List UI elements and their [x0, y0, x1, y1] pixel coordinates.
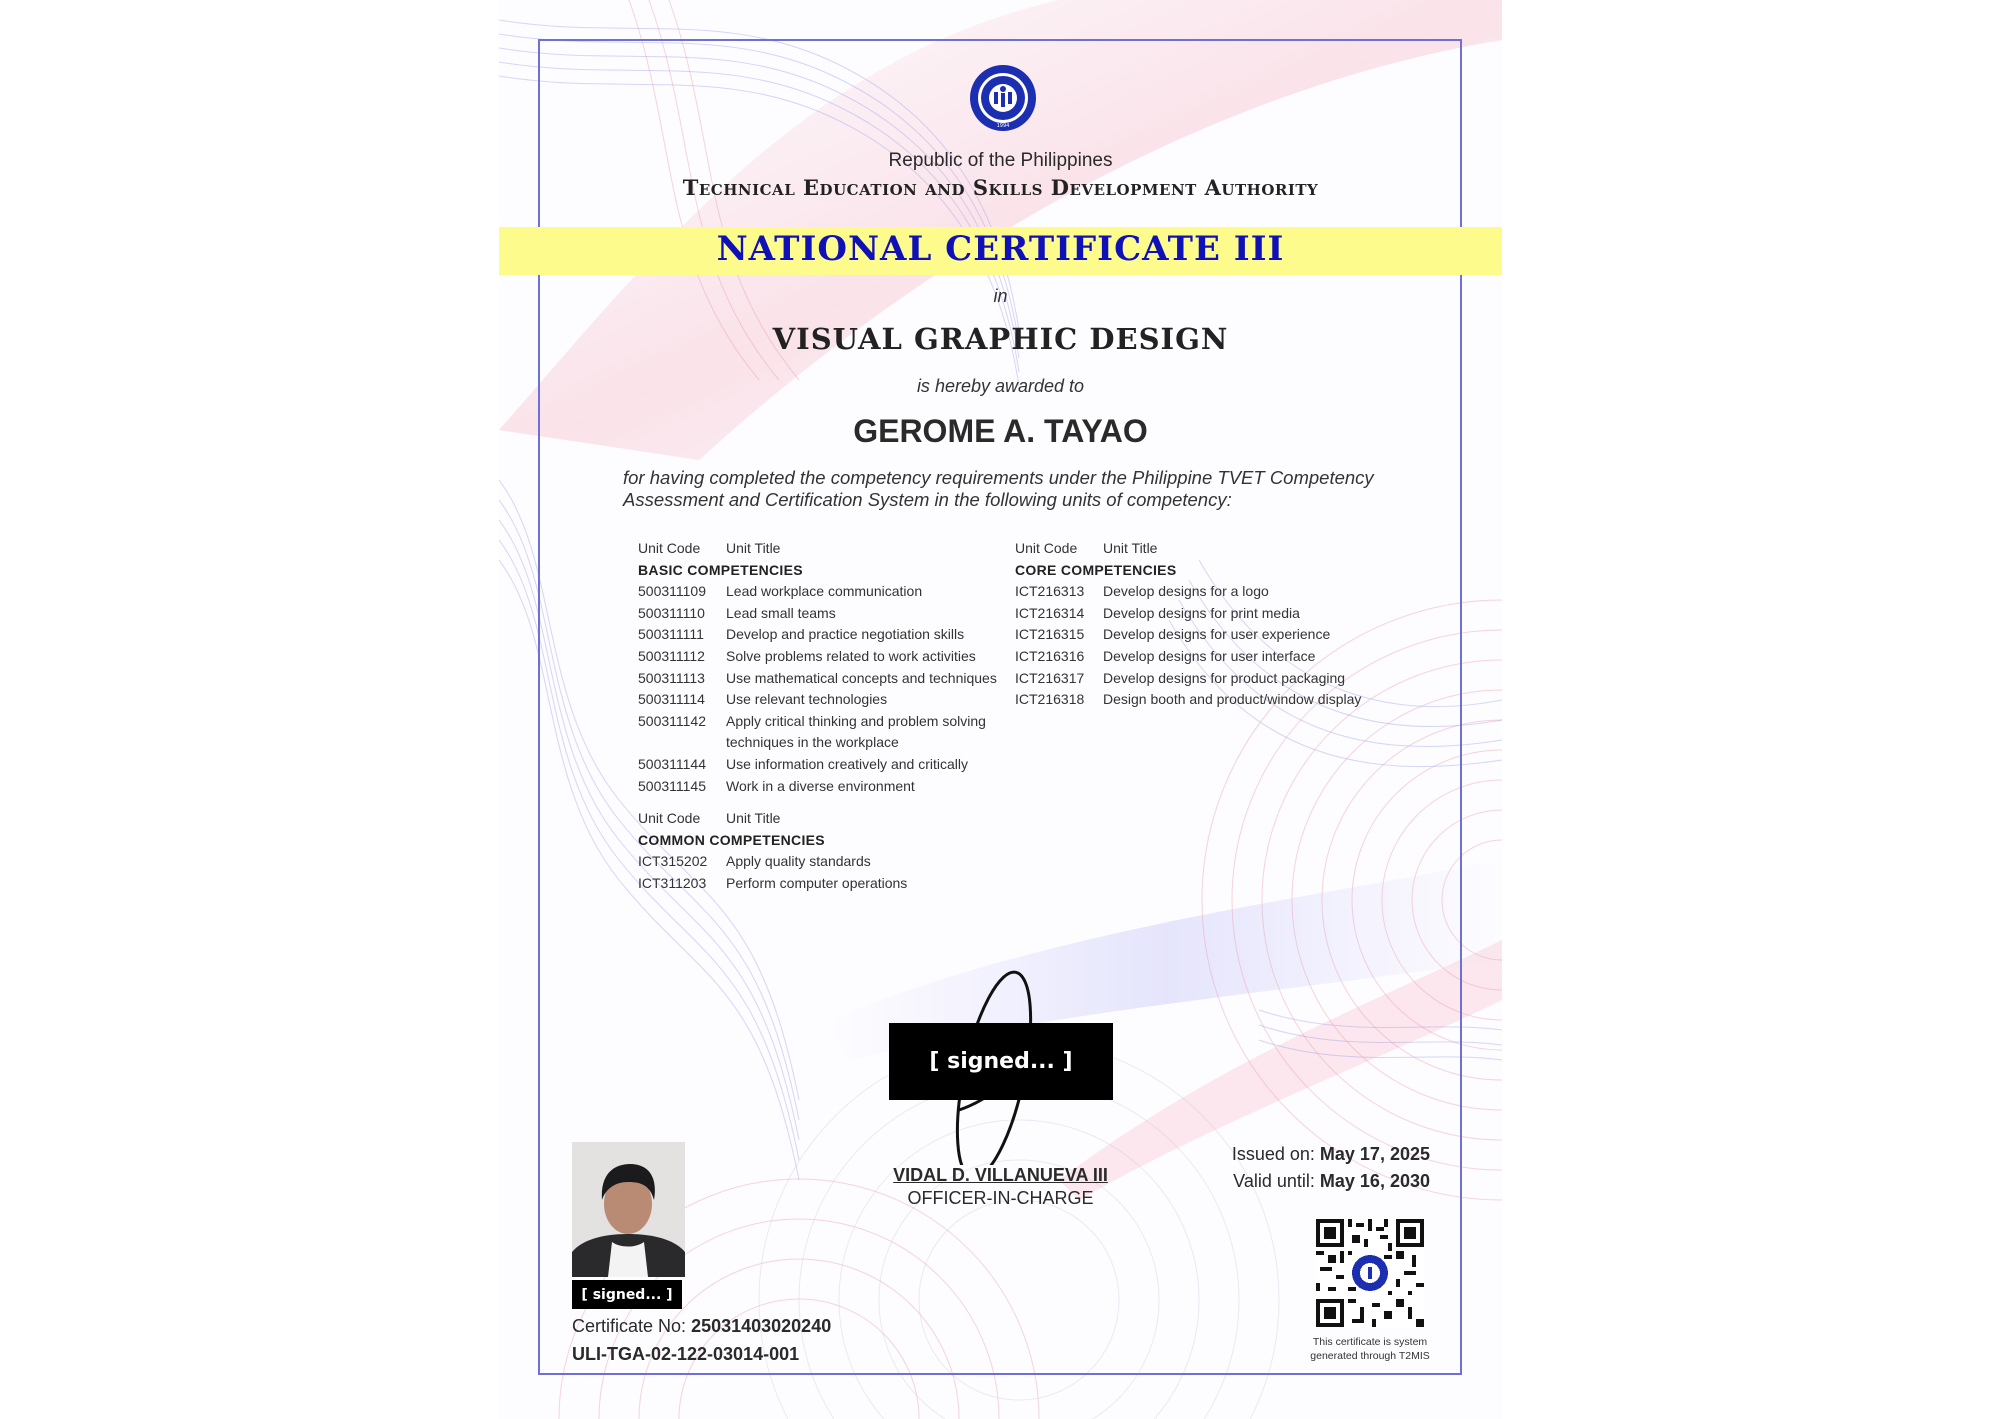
certificate-number: [572, 1316, 831, 1337]
valid-label: Valid until:: [1233, 1171, 1315, 1191]
unit-row: [638, 754, 1038, 776]
unit-code: 500311111: [638, 626, 704, 643]
unit-code: 500311142: [638, 712, 706, 729]
unit-row: [1015, 581, 1415, 603]
unit-code: ICT216315: [1015, 626, 1085, 643]
unit-title: Solve problems related to work activities: [726, 647, 976, 664]
unit-code: ICT216318: [1015, 691, 1085, 708]
signatory-name: VIDAL D. VILLANUEVA III: [893, 1165, 1108, 1185]
category-label: CORE COMPETENCIES: [1015, 561, 1177, 578]
qualification-title: VISUAL GRAPHIC DESIGN: [772, 322, 1229, 356]
unit-row: [638, 603, 1038, 625]
core-competencies: [1015, 538, 1415, 711]
unit-title: Lead small teams: [726, 604, 836, 621]
unit-row: [638, 624, 1038, 646]
unit-title: Perform computer operations: [726, 874, 908, 891]
unit-title: Design booth and product/window display: [1103, 691, 1362, 708]
valid-until: [1232, 1168, 1430, 1195]
unit-row: [638, 646, 1038, 668]
unit-title: Use information creatively and critically: [726, 755, 968, 772]
in-label: in: [993, 286, 1008, 306]
unit-row: [1015, 624, 1415, 646]
uli-number: ULI-TGA-02-122-03014-001: [572, 1344, 800, 1364]
column-header: [1015, 538, 1415, 560]
unit-code: ICT315202: [638, 853, 708, 870]
unit-row: [638, 711, 1038, 754]
unit-code: 500311110: [638, 604, 705, 621]
unit-code-header: Unit Code: [1015, 540, 1078, 556]
certificate-number-label: Certificate No:: [572, 1316, 687, 1336]
certificate-title: NATIONAL CERTIFICATE III: [716, 229, 1285, 269]
republic-label: Republic of the Philippines: [888, 150, 1113, 171]
unit-row: [638, 581, 1038, 603]
tesda-seal-icon: [969, 64, 1037, 132]
awardee-name: GEROME A. TAYAO: [853, 413, 1148, 449]
unit-row: [638, 668, 1038, 690]
column-header: [638, 538, 1038, 560]
unit-code: 500311145: [638, 777, 706, 794]
unit-row: [1015, 668, 1415, 690]
holder-photo: [572, 1142, 685, 1277]
issued-date: May 17, 2025: [1319, 1144, 1430, 1164]
unit-title: Develop designs for product packaging: [1103, 669, 1346, 686]
system-generated-note: This certificate is system generated through T2MIS: [1310, 1336, 1430, 1362]
unit-row: [638, 776, 1038, 798]
basic-competencies: [638, 538, 1038, 797]
category-label: COMMON COMPETENCIES: [638, 831, 825, 848]
category-label: BASIC COMPETENCIES: [638, 561, 803, 578]
unit-row: [1015, 689, 1415, 711]
column-header: [638, 808, 1038, 830]
validity-dates: [1232, 1141, 1430, 1195]
unit-title: Develop designs for a logo: [1103, 583, 1269, 600]
unit-title: Apply quality standards: [726, 853, 871, 870]
person-photo-icon: [572, 1142, 685, 1277]
unit-title: Lead workplace communication: [726, 583, 923, 600]
valid-date: May 16, 2030: [1319, 1171, 1430, 1191]
unit-title: Use relevant technologies: [726, 691, 888, 708]
unit-code-header: Unit Code: [638, 810, 701, 826]
completion-statement: for having completed the competency requirements under the Philippine TVET Competency Assessment and Certification System in the following units of competency:: [623, 467, 1374, 510]
unit-row: [638, 873, 1038, 895]
holder-signature-redaction: [ signed... ]: [572, 1280, 682, 1309]
unit-title-header: Unit Title: [726, 540, 781, 556]
unit-title: Develop designs for user experience: [1103, 626, 1331, 643]
unit-row: [638, 851, 1038, 873]
unit-title: Work in a diverse environment: [726, 777, 915, 794]
unit-row: [638, 689, 1038, 711]
unit-title: Develop designs for print media: [1103, 604, 1300, 621]
unit-code: ICT216317: [1015, 669, 1085, 686]
common-competencies: [638, 808, 1038, 894]
signatory-role: OFFICER-IN-CHARGE: [907, 1188, 1094, 1208]
unit-row: [1015, 646, 1415, 668]
unit-code: ICT216313: [1015, 583, 1085, 600]
unit-title: Apply critical thinking and problem solving techniques in the workplace: [726, 712, 986, 751]
issued-on: [1232, 1141, 1430, 1168]
agency-name: Technical Education and Skills Development Authority: [682, 175, 1319, 200]
unit-title: Use mathematical concepts and techniques: [726, 669, 997, 686]
unit-code-header: Unit Code: [638, 540, 701, 556]
unit-title: Develop designs for user interface: [1103, 647, 1316, 664]
unit-title-header: Unit Title: [1103, 540, 1158, 556]
unit-code: 500311144: [638, 755, 706, 772]
unit-code: ICT311203: [638, 874, 707, 891]
issued-label: Issued on:: [1231, 1144, 1315, 1164]
certificate-number-value: 25031403020240: [691, 1316, 832, 1336]
unit-code: ICT216316: [1015, 647, 1085, 664]
signature-redaction: [ signed... ]: [889, 1023, 1113, 1100]
unit-title: Develop and practice negotiation skills: [726, 626, 965, 643]
unit-code: ICT216314: [1015, 604, 1085, 621]
unit-code: 500311113: [638, 669, 705, 686]
qr-code-icon[interactable]: [1316, 1219, 1424, 1327]
unit-code: 500311109: [638, 583, 706, 600]
unit-code: 500311114: [638, 691, 705, 708]
certificate-page: [499, 0, 1502, 1419]
unit-title-header: Unit Title: [726, 810, 781, 826]
unit-code: 500311112: [638, 647, 705, 664]
unit-row: [1015, 603, 1415, 625]
svg-text:1994: 1994: [996, 123, 1010, 129]
awarded-label: is hereby awarded to: [916, 376, 1085, 396]
